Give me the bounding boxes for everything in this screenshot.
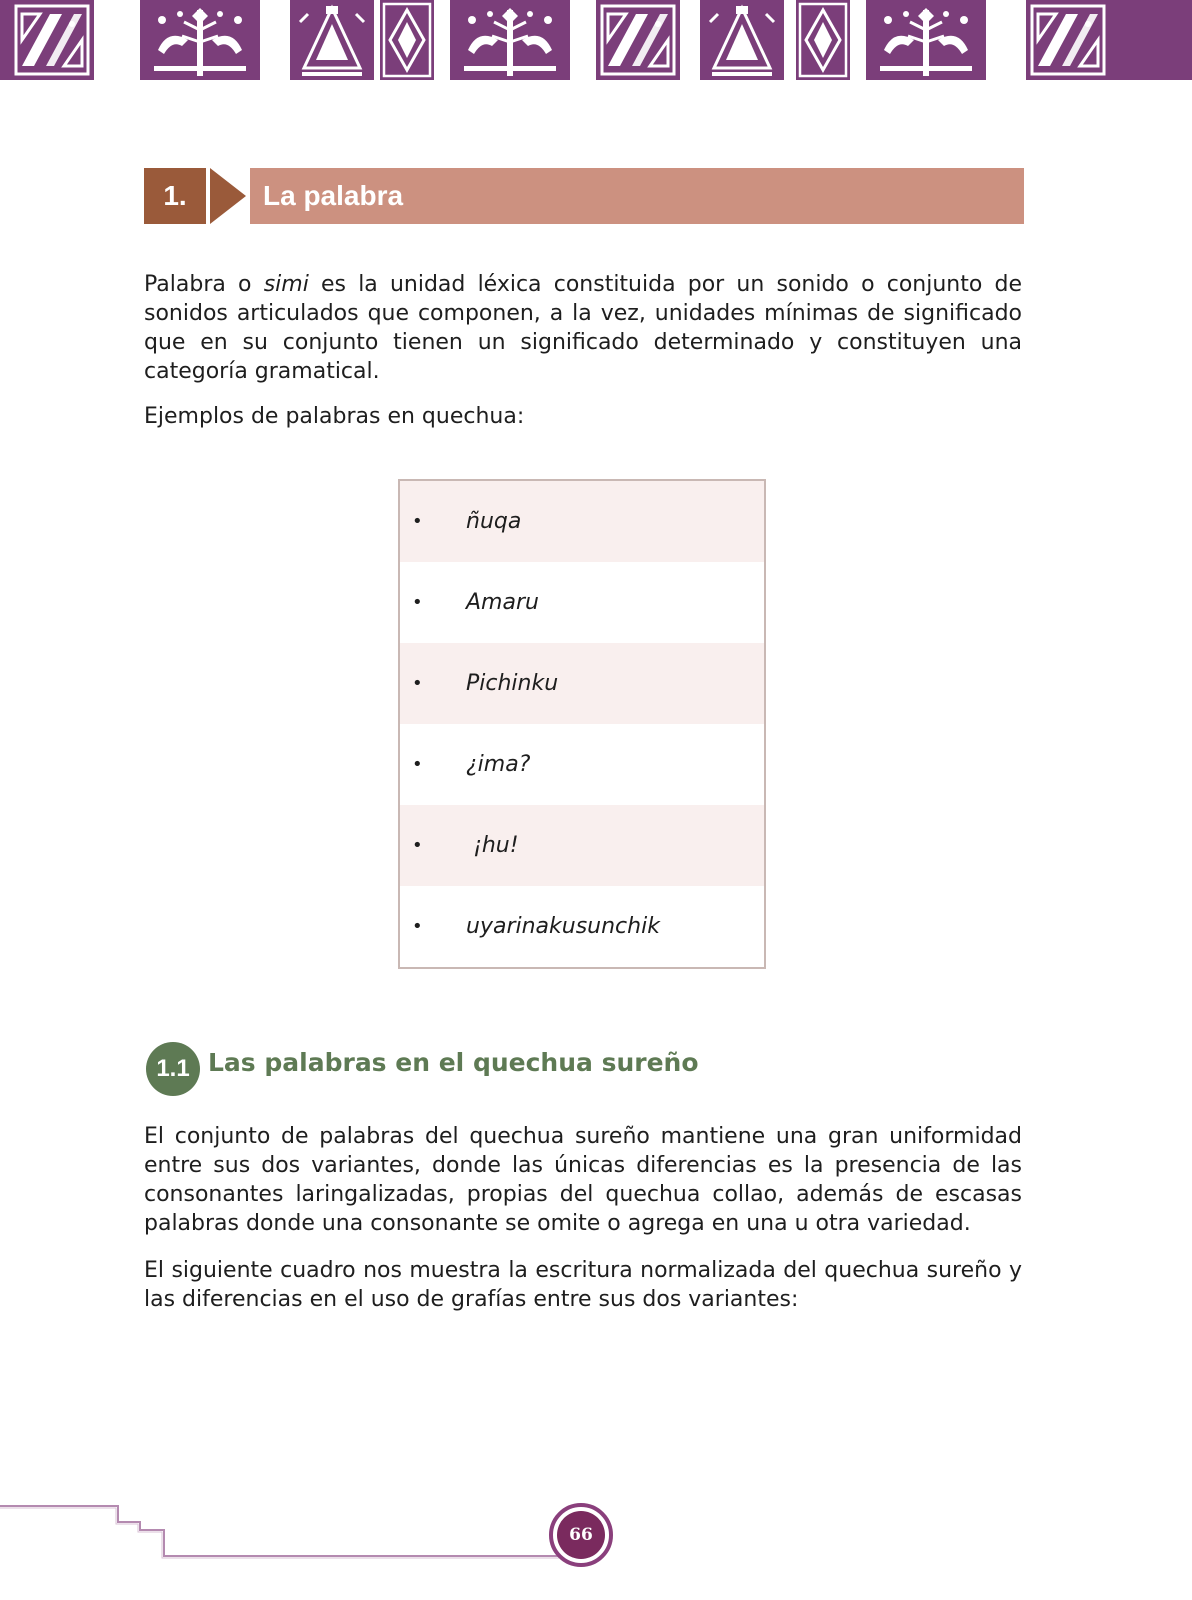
bullet: • [412, 511, 423, 532]
bullet: • [412, 754, 423, 775]
section-header [144, 168, 1024, 224]
example-word: Pichinku [466, 671, 559, 696]
bullet: • [412, 835, 423, 856]
list-item [400, 643, 764, 724]
decorative-banner [0, 0, 1192, 84]
example-word: ¡hu! [466, 833, 519, 858]
intro-paragraph [144, 270, 1022, 386]
footer-decorative-lines [0, 1500, 620, 1570]
list-item [400, 562, 764, 643]
list-item [400, 805, 764, 886]
examples-list [398, 479, 766, 969]
intro-pre: Palabra o [144, 272, 264, 297]
example-word: ñuqa [466, 509, 522, 534]
textile-pattern-banner [0, 0, 1192, 84]
subsection-title: Las palabras en el quechua sureño [208, 1048, 699, 1077]
section-title: La palabra [250, 168, 1024, 224]
list-item [400, 886, 764, 967]
subsection-number: 1.1 [146, 1042, 200, 1096]
list-item [400, 481, 764, 562]
bullet: • [412, 916, 423, 937]
intro-term: simi [263, 272, 309, 297]
bullet: • [412, 592, 423, 613]
intro-post: es la unidad léxica constituida por un sonido o conjunto de sonidos articulados que componen, a la vez, unidades mínimas de significado que en su conjunto tienen un significado determinado y constituyen una categoría gramatical. [144, 272, 1022, 384]
paragraph-variants: El conjunto de palabras del quechua sureño mantiene una gran uniformidad entre sus dos variantes, donde las únicas diferencias es la presencia de las consonantes laringalizadas, propias del quechua collao, además de escasas palabras donde una consonante se omite o agrega en una u otra variedad. [144, 1124, 1022, 1236]
paragraph-table-intro: El siguiente cuadro nos muestra la escritura normalizada del quechua sureño y las diferencias en el uso de grafías entre sus dos variantes: [144, 1258, 1022, 1312]
example-word: ¿ima? [466, 752, 531, 777]
bullet: • [412, 673, 423, 694]
example-word: uyarinakusunchik [466, 914, 660, 939]
section-arrow-icon [210, 168, 246, 224]
list-item [400, 724, 764, 805]
examples-intro: Ejemplos de palabras en quechua: [144, 404, 525, 429]
example-word: Amaru [466, 590, 539, 615]
page-number: 66 [557, 1511, 605, 1559]
page-number-badge [549, 1503, 613, 1567]
section-number: 1. [144, 168, 206, 224]
